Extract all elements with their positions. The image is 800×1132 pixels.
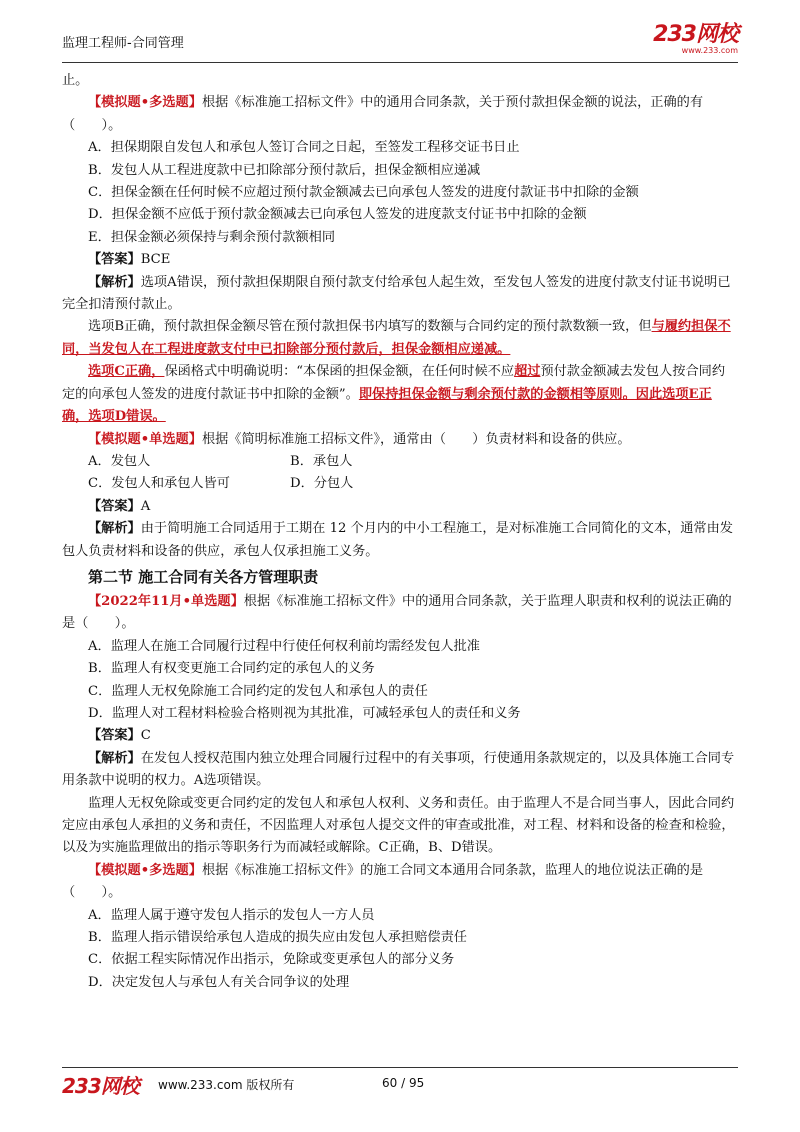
- header-divider: [62, 62, 738, 63]
- document-body: [62, 70, 738, 994]
- answer-value: C: [140, 728, 151, 744]
- analysis-b-highlight: 与履约担保不同，当发包人在工程进度款支付中已扣除部分预付款后，担保金额相应递减。: [62, 319, 731, 357]
- question-1-option-d: D．担保金额不应低于预付款金额减去已向承包人签发的进度款支付证书中扣除的金额: [88, 207, 587, 223]
- question-3-answer: [62, 725, 738, 747]
- question-4-option-a: A．监理人属于遵守发包人指示的发包人一方人员: [88, 907, 375, 923]
- answer-value: BCE: [140, 252, 171, 268]
- question-3-option-b: B．监理人有权变更施工合同约定的承包人的义务: [88, 661, 375, 677]
- question-2-options-row-2: [62, 473, 738, 495]
- question-2-option-c: C．发包人和承包人皆可: [88, 476, 230, 492]
- question-3-option-c: C．监理人无权免除施工合同约定的发包人和承包人的责任: [88, 683, 428, 699]
- footer-site: www.233.com 版权所有: [158, 1078, 295, 1092]
- answer-label: 【答案】: [88, 498, 141, 514]
- question-2-option-a: A．发包人: [88, 453, 151, 469]
- question-2-tag: 【模拟题•单选题】: [88, 431, 202, 447]
- question-4-option-b: B．监理人指示错误给承包人造成的损失应由发包人承担赔偿责任: [88, 930, 467, 946]
- question-2-text: 根据《简明标准施工招标文件》，通常由（ ）负责材料和设备的供应。: [201, 431, 631, 447]
- logo-main-text: 233网校: [653, 22, 738, 47]
- page-number: 60 / 95: [382, 1076, 425, 1090]
- question-3-analysis-2: 监理人无权免除或变更合同约定的发包人和承包人权利、义务和责任。由于监理人不是合同当事人，因此合同约定应由承包人承担的义务和责任，不因监理人对承包人提交文件的审查或批准，对工程、材料和设备的检查和检验，以及为实施监理做出的指示等职务行为而减轻或解除。C正确，B、D错误。: [62, 795, 735, 856]
- question-4-option-c: C．依据工程实际情况作出指示，免除或变更承包人的部分义务: [88, 952, 455, 968]
- analysis-label: 【解析】: [88, 274, 141, 290]
- question-1-tag: 【模拟题•多选题】: [88, 95, 202, 111]
- analysis-c-text-2: 预付款金额减去发包人按合同约定的向承包人签发的进度付款证书中扣除的金额”。: [62, 364, 726, 402]
- analysis-label: 【解析】: [88, 750, 141, 766]
- question-4-option-d: D．决定发包人与承包人有关合同争议的处理: [88, 974, 350, 990]
- question-2-option-b: B．承包人: [290, 453, 353, 469]
- continued-text: 止。: [62, 73, 89, 88]
- logo-sub-text: www.233.com: [681, 46, 738, 55]
- header-title: 监理工程师-合同管理: [62, 36, 184, 51]
- answer-label: 【答案】: [88, 728, 141, 744]
- question-1-option-a: A．担保期限自发包人和承包人签订合同之日起，至签发工程移交证书日止: [88, 140, 520, 156]
- question-1-analysis-b: [62, 316, 738, 361]
- question-3-tag: 【2022年11月•单选题】: [88, 593, 244, 609]
- question-2-answer: [62, 496, 738, 518]
- brand-logo: [653, 24, 738, 55]
- analysis-c-lead: 选项C正确，: [88, 364, 165, 380]
- footer-logo: 233网校: [62, 1074, 139, 1098]
- question-4-text: 根据《标准施工招标文件》的施工合同文本通用合同条款，监理人的地位说法正确的是（ ）。: [62, 862, 704, 901]
- section-title: 第二节 施工合同有关各方管理职责: [88, 567, 319, 586]
- question-3-analysis: [62, 748, 738, 793]
- answer-value: A: [140, 498, 151, 514]
- analysis-text: 选项A错误，预付款担保期限自预付款支付给承包人起生效，至发包人签发的进度付款支付证书说明已完全扣清预付款止。: [62, 274, 731, 313]
- question-3-option-a: A．监理人在施工合同履行过程中行使任何权利前均需经发包人批准: [88, 638, 480, 654]
- question-1-option-c: C．担保金额在任何时候不应超过预付款金额减去已向承包人签发的进度付款证书中扣除的金额: [88, 185, 639, 201]
- question-2-analysis: [62, 518, 738, 563]
- question-1-analysis-c: [62, 361, 738, 428]
- question-1-analysis: [62, 272, 738, 317]
- analysis-c-conclusion: 即保持担保金额与剩余预付款的金额相等原则。因此选项E正确，选项D错误。: [62, 386, 712, 425]
- question-1-stem: [62, 92, 738, 137]
- analysis-label: 【解析】: [88, 521, 141, 537]
- question-1-option-b: B．发包人从工程进度款中已扣除部分预付款后，担保金额相应递减: [88, 162, 481, 178]
- analysis-text: 在发包人授权范围内独立处理合同履行过程中的有关事项，行使通用条款规定的，以及具体施工合同专用条款中说明的权力。A选项错误。: [62, 750, 735, 789]
- analysis-text: 由于简明施工合同适用于工期在 12 个月内的中小工程施工，是对标准施工合同简化的文本，通常由发包人负责材料和设备的供应，承包人仅承担施工义务。: [62, 521, 733, 559]
- question-1-answer: [62, 249, 738, 271]
- footer-divider: [62, 1067, 738, 1068]
- question-2-options-row-1: [62, 451, 738, 473]
- page-footer: [62, 1070, 738, 1100]
- answer-label: 【答案】: [88, 252, 141, 268]
- question-1-text: 根据《标准施工招标文件》中的通用合同条款，关于预付款担保金额的说法，正确的有（ ）。: [62, 95, 704, 133]
- analysis-c-emphasis: 超过: [514, 364, 541, 380]
- page-header: [62, 24, 738, 60]
- analysis-b-text: 选项B正确，预付款担保金额尽管在预付款担保书内填写的数额与合同约定的预付款数额一致，但: [88, 319, 652, 335]
- question-4-stem: [62, 860, 738, 905]
- question-1-option-e: E．担保金额必须保持与剩余预付款额相同: [88, 229, 335, 245]
- analysis-c-text: 保函格式中明确说明：“本保函的担保金额，在任何时候不应: [164, 364, 515, 380]
- question-4-tag: 【模拟题•多选题】: [88, 862, 202, 878]
- question-2-stem: [62, 429, 738, 451]
- question-3-text: 根据《标准施工招标文件》中的通用合同条款，关于监理人职责和权利的说法正确的是（ ）。: [62, 593, 732, 632]
- question-3-stem: [62, 591, 738, 636]
- question-2-option-d: D．分包人: [290, 476, 354, 492]
- question-3-option-d: D．监理人对工程材料检验合格则视为其批准，可减轻承包人的责任和义务: [88, 705, 521, 721]
